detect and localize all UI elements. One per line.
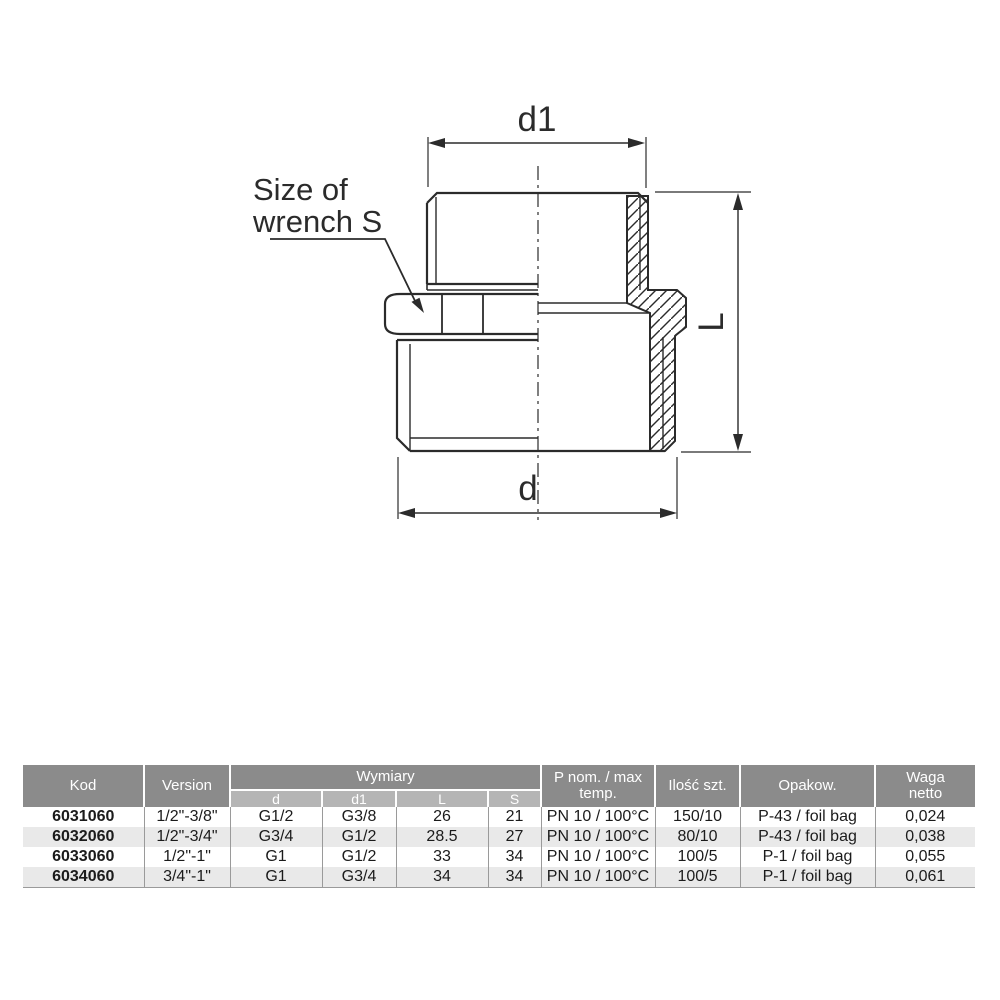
table-row — [23, 807, 975, 827]
table-cell: 0,038 — [875, 827, 975, 847]
header-dim-d: d — [230, 790, 322, 807]
header-version: Version — [144, 765, 230, 807]
table-cell: G1 — [230, 867, 322, 888]
table-cell: 1/2"-3/4" — [144, 827, 230, 847]
header-weight-line1: Waga — [906, 768, 945, 786]
header-weight-line2: netto — [908, 785, 943, 802]
wrench-label-line2: wrench S — [253, 204, 383, 239]
spec-table — [23, 765, 975, 888]
table-cell: 6034060 — [23, 867, 144, 888]
table-cell: 0,024 — [875, 807, 975, 827]
table-cell: P-43 / foil bag — [740, 807, 875, 827]
table-cell: 28.5 — [396, 827, 488, 847]
table-cell: PN 10 / 100°C — [541, 807, 655, 827]
table-cell: 27 — [488, 827, 541, 847]
table-cell: G1 — [230, 847, 322, 867]
table-cell: PN 10 / 100°C — [541, 867, 655, 888]
header-pressure-line1: P nom. / max — [553, 768, 643, 786]
table-cell: 3/4"-1" — [144, 867, 230, 888]
section-hatch — [627, 196, 686, 451]
table-row — [23, 827, 975, 847]
table-cell: 6033060 — [23, 847, 144, 867]
table-cell: 34 — [488, 847, 541, 867]
table-cell: 1/2"-3/8" — [144, 807, 230, 827]
dim-label-d1: d1 — [517, 100, 557, 139]
table-cell: G3/4 — [230, 827, 322, 847]
table-cell: 1/2"-1" — [144, 847, 230, 867]
table-cell: G1/2 — [322, 847, 396, 867]
header-pressure-line2: temp. — [579, 785, 617, 802]
table-cell: 80/10 — [655, 827, 740, 847]
wrench-label-line1: Size of — [253, 172, 348, 207]
header-dim-d1: d1 — [322, 790, 396, 807]
table-cell: G3/4 — [322, 867, 396, 888]
table-cell: 26 — [396, 807, 488, 827]
dim-label-l: L — [692, 312, 731, 332]
header-wymiary: Wymiary — [230, 765, 541, 790]
header-dim-s: S — [488, 790, 541, 807]
table-cell: PN 10 / 100°C — [541, 847, 655, 867]
table-cell: G1/2 — [322, 827, 396, 847]
table-cell: 33 — [396, 847, 488, 867]
table-cell: 6031060 — [23, 807, 144, 827]
table-cell: P-1 / foil bag — [740, 847, 875, 867]
table-cell: 34 — [488, 867, 541, 888]
table-cell: 0,055 — [875, 847, 975, 867]
table-cell: 34 — [396, 867, 488, 888]
header-weight — [875, 765, 975, 807]
table-cell: P-1 / foil bag — [740, 867, 875, 888]
table-cell: P-43 / foil bag — [740, 827, 875, 847]
table-cell: 6032060 — [23, 827, 144, 847]
table-row — [23, 847, 975, 867]
table-cell: 21 — [488, 807, 541, 827]
header-quantity: Ilość szt. — [655, 765, 740, 807]
header-kod: Kod — [23, 765, 144, 807]
header-dim-l: L — [396, 790, 488, 807]
header-pressure — [541, 765, 655, 807]
dim-label-d: d — [518, 469, 538, 508]
header-packaging: Opakow. — [740, 765, 875, 807]
table-cell: G3/8 — [322, 807, 396, 827]
table-cell: PN 10 / 100°C — [541, 827, 655, 847]
table-cell: 0,061 — [875, 867, 975, 888]
table-cell: 150/10 — [655, 807, 740, 827]
table-cell: G1/2 — [230, 807, 322, 827]
table-row — [23, 867, 975, 888]
table-cell: 100/5 — [655, 847, 740, 867]
table-cell: 100/5 — [655, 867, 740, 888]
